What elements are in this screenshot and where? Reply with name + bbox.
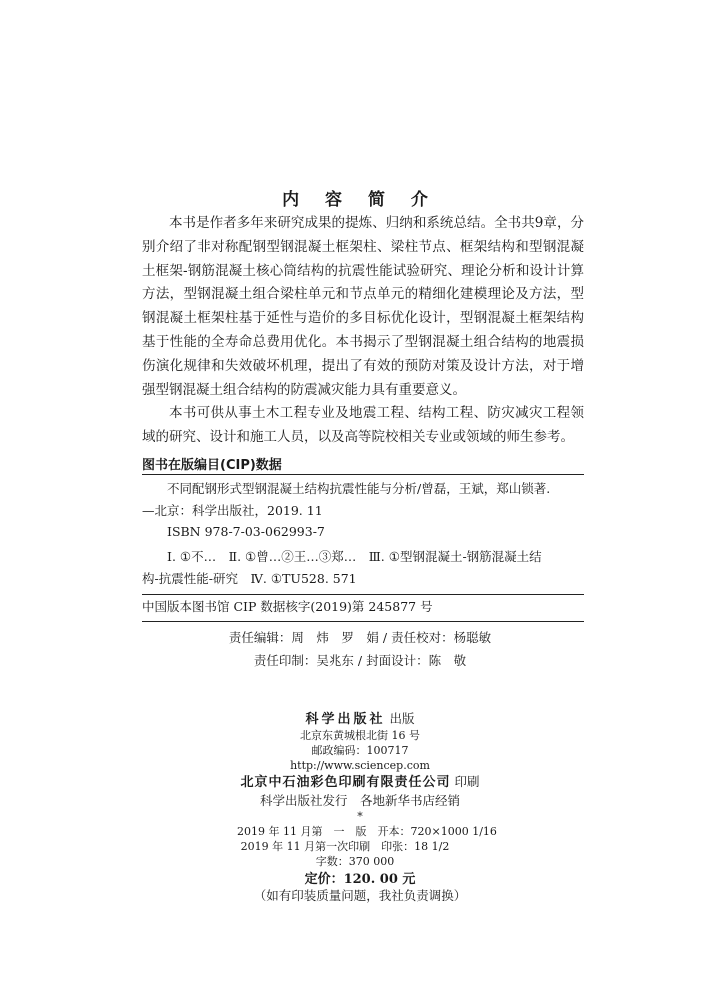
edition-line-1: 2019 年 11 月第 一 版 开本：720×1000 1/16 [237,825,497,839]
cip-class-line-1: Ⅰ. ①不… Ⅱ. ①曾…②王…③郑… Ⅲ. ①型钢混凝土-钢筋混凝土结 [167,549,542,564]
edition-line-2: 2019 年 11 月第一次印刷 印张：18 1/2 [240,839,450,853]
cip-top-rule [142,474,584,475]
cip-class-line-2: 构-抗震性能-研究 Ⅳ. ①TU528. 571 [142,570,357,586]
cip-middle-rule [142,594,584,595]
editorial-credits [0,626,720,672]
quality-notice: （如有印装质量问题，我社负责调换） [253,887,467,903]
print-word: 印刷 [454,774,480,790]
cip-heading: 图书在版编目(CIP)数据 [142,458,282,473]
intro-text [142,212,584,450]
imprint-block [0,710,720,903]
intro-paragraph-1: 本书是作者多年来研究成果的提炼、归纳和系统总结。全书共9章，分别介绍了非对称配钢型钢混凝土框架柱、梁柱节点、框架结构和型钢混凝土框架-钢筋混凝土核心筒结构的抗震性能试验研究、理论分析和设计计算方法，型钢混凝土组合梁柱单元和节点单元的精细化建模理论及方法，型钢混凝土框架柱基于延性与造价的多目标优化设计，型钢混凝土框架结构基于性能的全寿命总费用优化。本书揭示了型钢混凝土组合结构的地震损伤演化规律和失效破坏机理，提出了有效的预防对策及设计方法，对于增强型钢混凝土组合结构的防震减灾能力具有重要意义。 [142,215,584,398]
publisher-line [0,710,720,729]
intro-paragraph-2: 本书可供从事土木工程专业及地震工程、结构工程、防灾减灾工程领域的研究、设计和施工人员，以及高等院校相关专业或领域的师生参考。 [142,405,584,446]
word-count: 字数：370 000 [315,854,395,868]
editor-line-1: 责任编辑：周 炜 罗 娟 / 责任校对：杨聪敏 [228,630,492,645]
publisher-address: 北京东黄城根北街 16 号 [300,729,420,742]
cip-publisher-line: —北京：科学出版社，2019. 11 [142,502,323,518]
cip-verify-number: 中国版本图书馆 CIP 数据核字(2019)第 245877 号 [142,599,433,614]
cip-verify-block [142,596,584,618]
printer-line [0,773,720,792]
distribution-line: 科学出版社发行 各地新华书店经销 [259,793,460,809]
publisher-website: http://www.sciencep.com [290,758,430,772]
editor-line-2: 责任印制：吴兆东 / 封面设计：陈 敬 [253,653,467,668]
cip-classification [142,546,584,589]
publish-word: 出版 [389,711,415,726]
printer-name: 北京中石油彩色印刷有限责任公司 [240,775,451,791]
intro-title: 内 容 简 介 [282,190,438,210]
publisher-postcode: 邮政编码：100717 [311,743,409,757]
cip-title-line: 不同配钢形式型钢混凝土结构抗震性能与分析/曾磊，王斌，郑山锁著. [167,481,551,496]
separator-star: * [357,810,363,824]
cip-isbn: ISBN 978-7-03-062993-7 [167,524,325,539]
publisher-name: 科学出版社 [305,712,386,727]
cip-entry [142,478,584,543]
cip-bottom-rule [142,621,584,622]
price-line [0,870,720,889]
price: 定价：120. 00 元 [304,871,416,887]
